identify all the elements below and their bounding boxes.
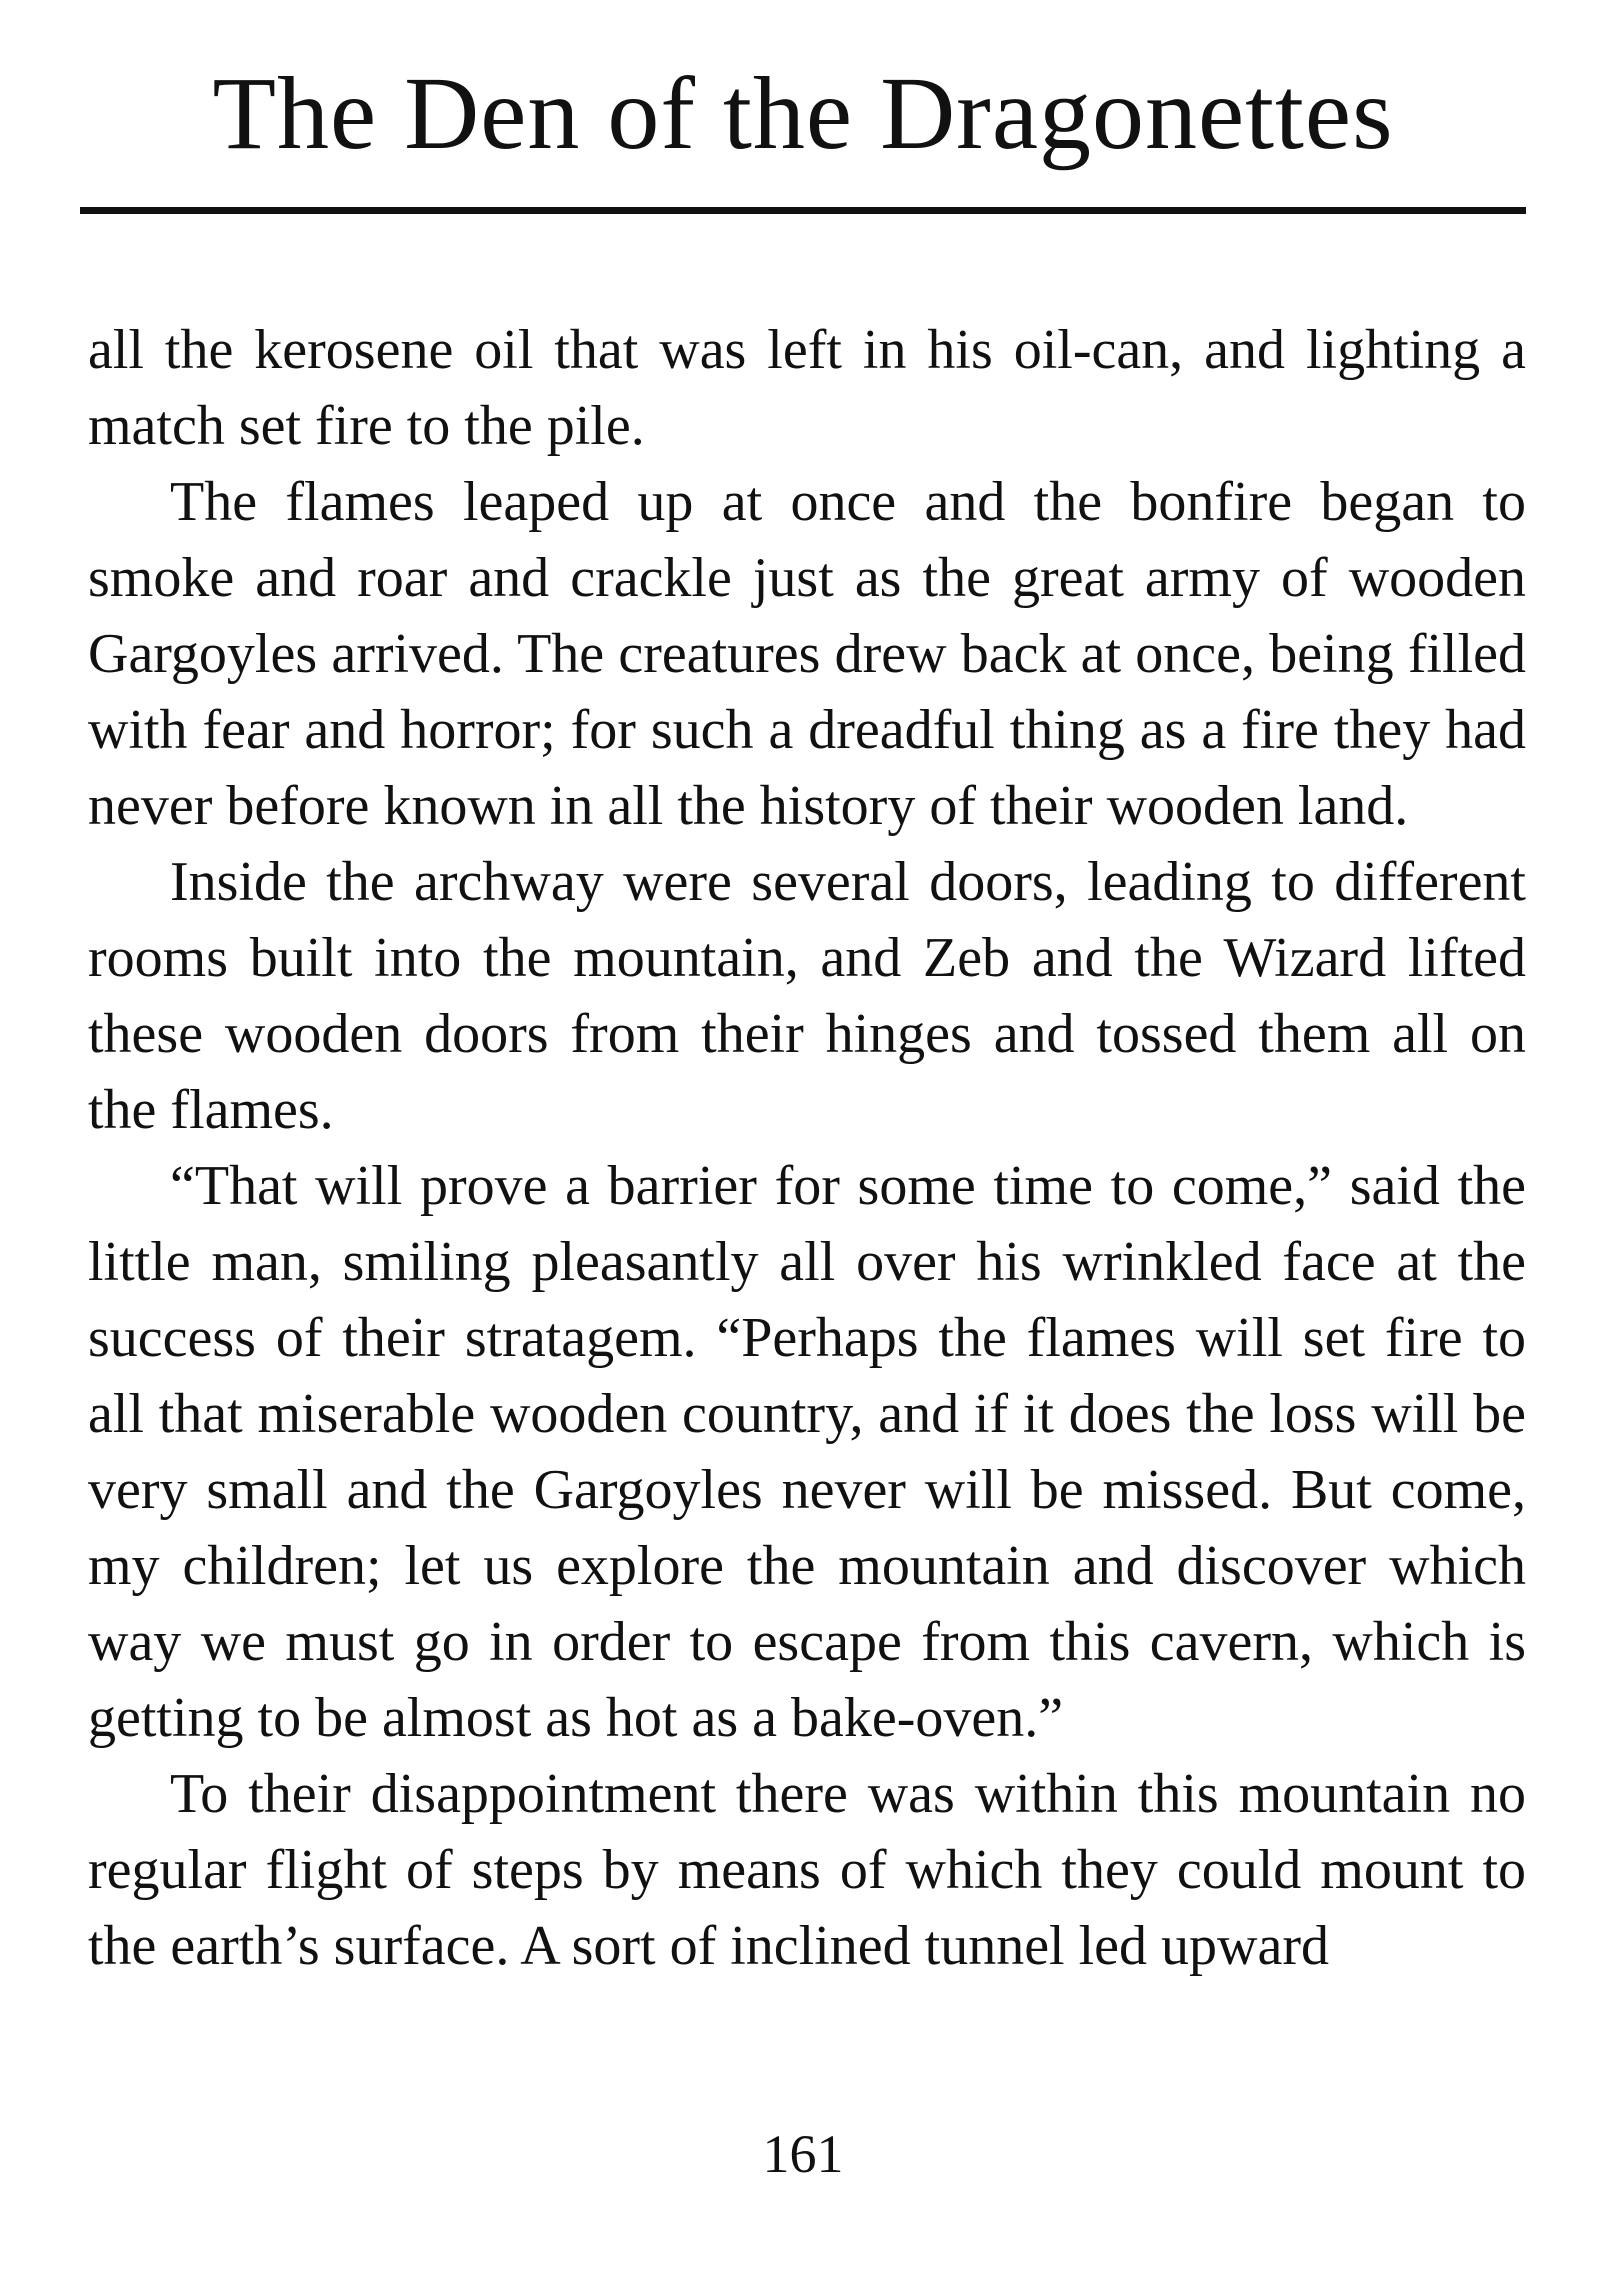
paragraph: To their disappointment there was within this mountain no regular flight of steps by means of which they could mount to the earth’s surface. A sort of inclined tunnel led upward	[88, 1763, 1526, 1977]
paragraph: Inside the archway were several doors, leading to different rooms built into the mountain, and Zeb and the Wizard lifted these wooden doors from their hinges and tossed them all on the flames.	[88, 851, 1526, 1141]
page-number: 161	[762, 2124, 844, 2184]
body-text	[88, 312, 1526, 1984]
header-rule	[80, 207, 1526, 214]
running-head-title: The Den of the Dragonettes	[212, 56, 1394, 171]
paragraph: The flames leaped up at once and the bonfire began to smoke and roar and crackle just as the great army of wooden Gargoyles arrived. The creatures drew back at once, being filled with fear and horror; for such a dreadful thing as a fire they had never before known in all the history of their wooden land.	[88, 471, 1526, 837]
paragraph-continued: all the kerosene oil that was left in his oil-can, and lighting a match set fire to the pile.	[88, 319, 1526, 457]
paragraph: “That will prove a barrier for some time to come,” said the little man, smiling pleasantly all over his wrinkled face at the success of their stratagem. “Perhaps the flames will set fire to all that miserable wooden country, and if it does the loss will be very small and the Gargoyles never will be missed. But come, my children; let us explore the mountain and discover which way we must go in order to escape from this cavern, which is getting to be almost as hot as a bake-oven.”	[88, 1155, 1526, 1749]
